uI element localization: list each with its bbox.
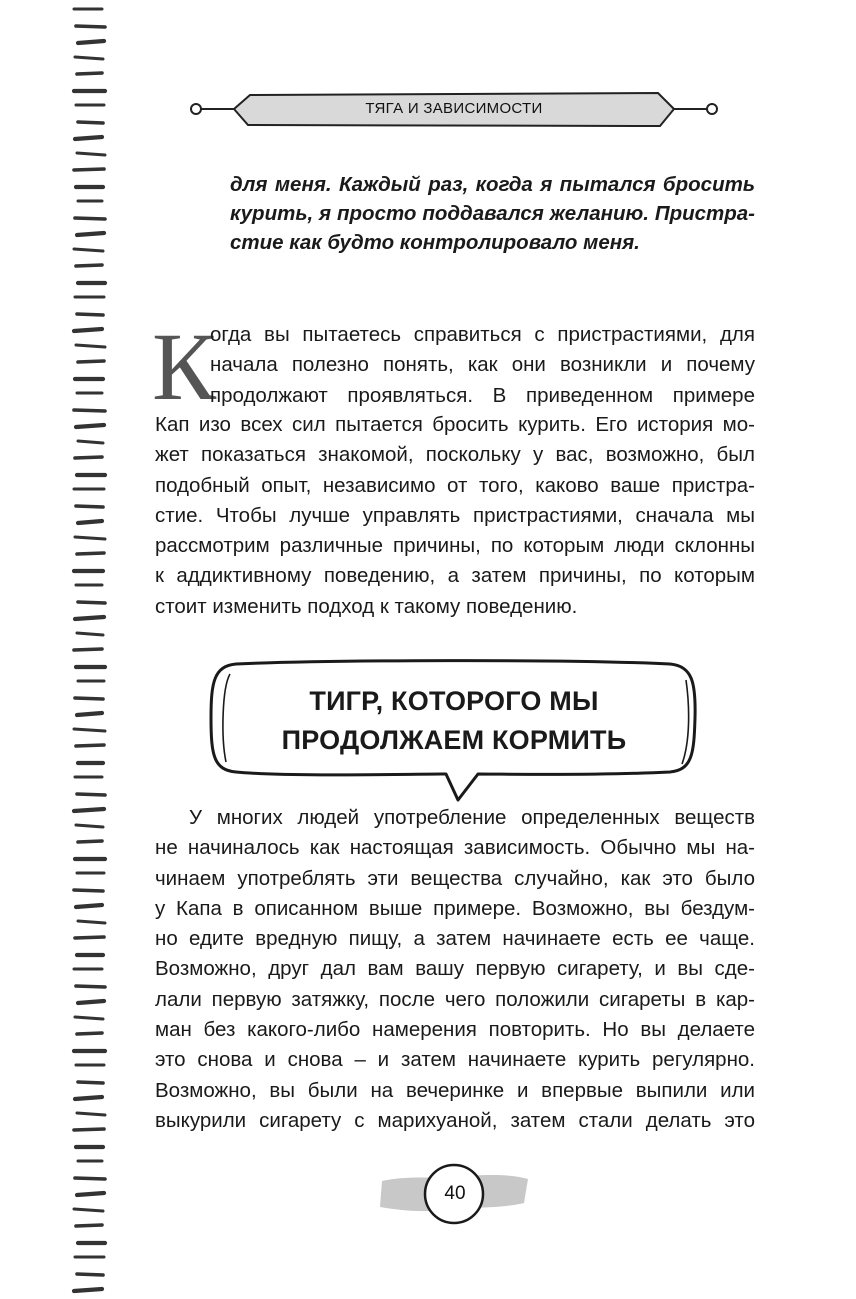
- section-heading-line: ПРОДОЛЖАЕМ КОРМИТЬ: [281, 725, 627, 755]
- text-line: стие. Чтобы лучше управлять пристрастиями, сначала мы: [155, 503, 755, 527]
- side-dash: [74, 249, 103, 251]
- side-dash: [77, 314, 103, 315]
- text-line: жет показаться знакомой, поскольку у вас, возможно, был: [155, 443, 755, 467]
- text-line: огда вы пытаетесь справиться с пристрастиями, для: [210, 323, 755, 346]
- side-dash: [74, 410, 105, 411]
- side-dash: [75, 1097, 102, 1099]
- text-line: У многих людей употребление определенных веществ: [189, 806, 755, 829]
- text-line: у Капа в описанном выше примере. Возможно, вы бездум-: [155, 896, 755, 920]
- text-line: стоит изменить подход к такому поведению.: [155, 594, 578, 618]
- side-dash: [77, 553, 104, 554]
- side-dash: [76, 986, 105, 987]
- text-line: подобный опыт, независимо от того, каково ваше пристра-: [155, 473, 755, 497]
- side-dash: [74, 809, 104, 811]
- side-decoration: [0, 0, 120, 1299]
- side-dash: [77, 794, 105, 795]
- text-line: это снова и снова – и затем начинаете курить регулярно.: [155, 1048, 755, 1072]
- side-dash: [77, 633, 103, 635]
- side-dash: [78, 1082, 103, 1083]
- quote-line: для меня. Каждый раз, когда я пытался бросить: [230, 173, 755, 196]
- paragraph-2: [155, 803, 755, 1136]
- side-dash: [75, 698, 103, 699]
- side-dash: [75, 1017, 103, 1019]
- side-dash: [77, 233, 104, 235]
- side-dash: [75, 1178, 105, 1179]
- side-dash: [74, 649, 102, 650]
- side-dash: [76, 905, 102, 907]
- quote-line: курить, я просто поддавался желанию. Пристра-: [230, 201, 755, 225]
- side-dash: [74, 1129, 104, 1130]
- side-dash: [76, 265, 102, 266]
- section-heading: [212, 682, 696, 760]
- text-line: Возможно, вы были на вечеринке и впервые выпили или: [155, 1078, 755, 1102]
- side-dash: [78, 841, 102, 842]
- text-line: Кап изо всех сил пытается бросить курить. Его история мо-: [155, 413, 755, 436]
- side-dash: [78, 521, 102, 523]
- side-dash: [77, 1113, 105, 1115]
- side-dash: [75, 537, 105, 539]
- side-dash: [76, 26, 105, 27]
- side-dash: [76, 745, 104, 746]
- side-dash: [76, 506, 103, 507]
- text-line: Возможно, друг дал вам вашу первую сигарету, и вы сде-: [155, 957, 755, 981]
- quote-line: стие как будто контролировало меня.: [230, 230, 640, 254]
- text-line: лали первую затяжку, после чего положили сигареты в кар-: [155, 987, 755, 1011]
- side-dash: [75, 937, 104, 938]
- side-dash: [75, 457, 102, 458]
- side-dash: [75, 617, 104, 619]
- side-dash: [74, 329, 102, 331]
- side-dash: [78, 602, 105, 603]
- side-dash: [78, 122, 103, 123]
- side-dash: [78, 41, 104, 43]
- text-line: рассмотрим различные причины, по которым люди склонны: [155, 534, 755, 558]
- intro-quote: [230, 171, 755, 257]
- running-header-title: ТЯГА И ЗАВИСИМОСТИ: [365, 100, 543, 117]
- side-dash: [77, 1033, 102, 1034]
- side-dash: [78, 1001, 104, 1003]
- text-line: но едите вредную пищу, а затем начинаете есть ее чаще.: [155, 927, 755, 951]
- side-dash: [74, 729, 105, 731]
- side-dash: [74, 1209, 103, 1211]
- page-number: 40: [444, 1183, 466, 1204]
- side-dash: [78, 921, 105, 923]
- side-dash: [75, 57, 103, 59]
- side-dash: [77, 153, 105, 155]
- running-header: [188, 88, 720, 130]
- side-dash: [77, 713, 102, 715]
- side-dash: [77, 1274, 103, 1275]
- side-dash: [77, 1193, 104, 1195]
- side-dash: [76, 825, 103, 827]
- text-line: к аддиктивному поведению, а затем причины, по которым: [155, 564, 755, 588]
- side-dash: [74, 1289, 102, 1291]
- side-dash: [78, 441, 103, 443]
- section-heading-line: ТИГР, КОТОРОГО МЫ: [309, 686, 599, 716]
- side-dash: [77, 73, 102, 74]
- text-line: выкурили сигарету с марихуаной, затем стали делать это: [155, 1108, 755, 1132]
- text-line: ман без какого-либо намерения повторить. Но вы делаете: [155, 1018, 755, 1042]
- drop-cap: К: [152, 313, 217, 420]
- side-dash: [74, 890, 103, 891]
- text-line: начала полезно понять, как они возникли и почему: [210, 353, 755, 377]
- text-line: не начиналось как настоящая зависимость. Обычно мы на-: [155, 836, 755, 860]
- paragraph-1-lead: [210, 320, 755, 411]
- side-dash: [74, 169, 104, 170]
- side-dash: [78, 361, 104, 362]
- paragraph-1-body: [155, 410, 755, 622]
- side-dash: [75, 137, 102, 139]
- side-dash: [76, 345, 105, 347]
- side-dash: [75, 218, 105, 219]
- side-dash: [76, 425, 104, 427]
- side-dash: [76, 1225, 102, 1226]
- text-line: продолжают проявляться. В приведенном примере: [210, 383, 755, 407]
- text-line: чинаем употреблять эти вещества случайно, как это было: [155, 866, 755, 890]
